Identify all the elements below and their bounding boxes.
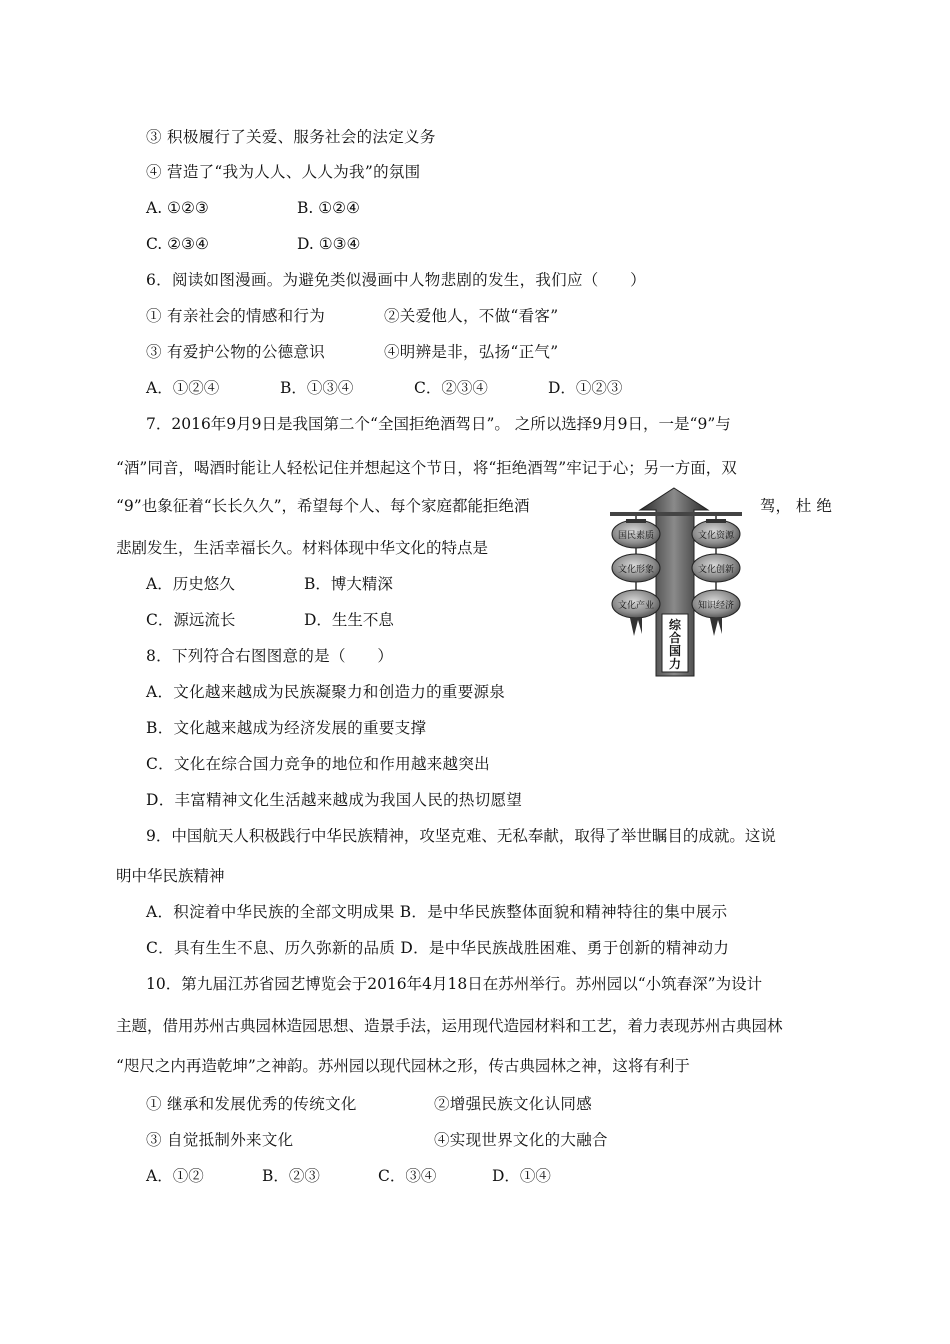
q8-option-b: B．文化越来越成为经济发展的重要支撑 [146,719,427,737]
q10-option-b: B．②③ [262,1167,320,1185]
q6-option-d: D．①②③ [548,379,623,397]
q10-item-3: ③ 自觉抵制外来文化 [146,1131,294,1149]
q7-line-1: 7．2016年9月9日是我国第二个“全国拒绝酒驾日”。 之所以选择9月9日，一是“9”与 [146,415,731,433]
q7-option-c: C．源远流长 [146,611,236,629]
lantern-right-3-label: 知识经济 [697,601,735,611]
q10-option-d: D．①④ [492,1167,551,1185]
q7-line-3b: 驾， 杜 绝 [760,497,832,515]
q10-line-3: “咫尺之内再造乾坤”之神韵。苏州园以现代园林之形，传古典园林之神，这将有利于 [116,1057,690,1075]
lantern-right-1-label: 文化资源 [697,531,735,541]
q5-option-b: B. ①②④ [297,199,360,217]
q7-line-4: 悲剧发生，生活幸福长久。材料体现中华文化的特点是 [116,539,489,557]
q10-line-1: 10．第九届江苏省园艺博览会于2016年4月18日在苏州举行。苏州园以“小筑春深”为设计 [146,975,763,993]
q6-item-4: ④明辨是非，弘扬“正气” [384,343,559,361]
q10-option-c: C．③④ [378,1167,437,1185]
lantern-left-3-label: 文化产业 [617,601,655,611]
q10-item-1: ① 继承和发展优秀的传统文化 [146,1095,357,1113]
q5-option-c: C. ②③④ [146,235,209,253]
q6-stem: 6．阅读如图漫画。为避免类似漫画中人物悲剧的发生，我们应（ ） [146,271,646,289]
lantern-right-2 [692,554,740,582]
arrow-label-char: 力 [668,657,682,671]
lantern-left-2 [612,554,660,582]
q7-line-3a: “9”也象征着“长长久久”，希望每个人、每个家庭都能拒绝酒 [116,497,530,515]
lantern-left-3 [612,590,660,618]
q8-option-d: D．丰富精神文化生活越来越成为我国人民的热切愿望 [146,791,523,809]
q7-line-2: “酒”同音，喝酒时能让人轻松记住并想起这个节日，将“拒绝酒驾”牢记于心；另一方面，双 [116,459,737,477]
lantern-right-2-label: 文化创新 [697,565,735,575]
q8-option-a: A．文化越来越成为民族凝聚力和创造力的重要源泉 [146,683,506,701]
q8-stem: 8．下列符合右图图意的是（ ） [146,647,394,665]
q9-line-2: 明中华民族精神 [116,867,225,885]
q5-item-3: ③ 积极履行了关爱、服务社会的法定义务 [146,128,436,146]
q6-option-a: A．①②④ [146,379,220,397]
q10-option-a: A．①② [146,1167,204,1185]
lantern-right-3 [692,590,740,618]
q5-option-d: D. ①③④ [297,235,361,253]
q10-line-2: 主题，借用苏州古典园林造园思想、造景手法，运用现代造园材料和工艺，着力表现苏州古典园林 [116,1017,783,1035]
lantern-left-2-label: 文化形象 [617,565,655,575]
q5-item-4: ④ 营造了“我为人人、人人为我”的氛围 [146,163,421,181]
q8-option-c: C．文化在综合国力竞争的地位和作用越来越突出 [146,755,490,773]
crossbar [610,512,742,516]
arrow-label-char: 综 [668,618,682,632]
q10-item-2: ②增强民族文化认同感 [434,1095,593,1113]
q6-option-b: B．①③④ [280,379,354,397]
arrow-label-char: 国 [668,644,682,658]
arrow-label [669,617,682,671]
q10-item-4: ④实现世界文化的大融合 [434,1131,608,1149]
q6-option-c: C．②③④ [414,379,488,397]
lantern-left-1-label: 国民素质 [617,531,655,541]
q6-item-1: ① 有亲社会的情感和行为 [146,307,326,325]
q9-options-ab: A．积淀着中华民族的全部文明成果 B．是中华民族整体面貌和精神特往的集中展示 [146,903,728,921]
q7-option-b: B．博大精深 [304,575,393,593]
q9-line-1: 9．中国航天人积极践行中华民族精神，攻坚克难、无私奉献，取得了举世瞩目的成就。这说 [146,827,776,845]
q6-item-3: ③ 有爱护公物的公德意识 [146,343,326,361]
lantern-right-1 [692,519,740,548]
q6-item-2: ②关爱他人，不做“看客” [384,307,559,325]
q5-option-a: A. ①②③ [146,199,209,217]
arrow-label-char: 合 [668,631,682,645]
q7-option-d: D．生生不息 [304,611,394,629]
q7-option-a: A．历史悠久 [146,575,235,593]
lantern-left-1 [612,519,660,548]
q9-options-cd: C．具有生生不息、历久弥新的品质 D．是中华民族战胜困难、勇于创新的精神动力 [146,939,730,957]
national-power-figure [598,486,758,680]
